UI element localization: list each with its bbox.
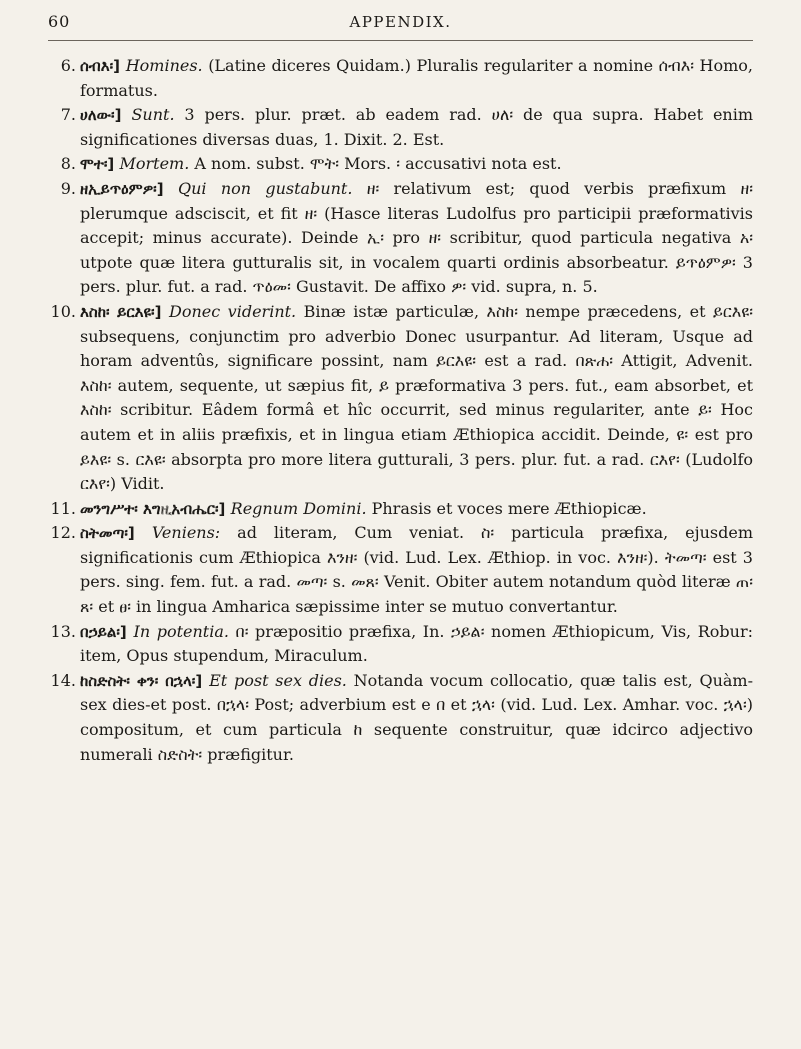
entry-number: 11. — [50, 498, 76, 518]
entry-text: (Latine diceres Quidam.) Pluralis regulariter a nomine ሰብእ፡ Homo, formatus. — [80, 56, 754, 100]
entry-text: A nom. subst. ሞት፡ Mors. ፡ accusativi nota est. — [194, 154, 562, 174]
entry-13 — [48, 620, 753, 669]
ethiopic-lemma: ሀለው፡] — [80, 106, 132, 125]
entry-number: 6. — [60, 56, 76, 75]
entry-8 — [48, 152, 753, 177]
entry-7 — [48, 103, 753, 152]
ethiopic-lemma: ሞተ፡] — [80, 155, 120, 174]
entry-12 — [48, 521, 753, 619]
ethiopic-lemma: ስትመጣ፡] — [80, 524, 152, 543]
entry-text: ዘ፡ relativum est; quod verbis præfixum ዘ፡ plerumque adsciscit, et fit ዘ፡ (Hasce literas Ludolfus pro participii præformativis accepit; minus accurate). Deinde ኢ፡ pro ዘ፡ scribitur, quod particula negativa አ፡ utpote quæ litera gutturalis sit, in vocalem quarti ordinis absorbeatur. ይጥዕምዎ፡ 3 pers. plur. fut. a rad. ጥዕመ፡ Gustavit. De affixo ዎ፡ vid. supra, n. 5. — [80, 178, 753, 297]
entry-text: Notanda vocum collocatio, quæ talis est, Quàm-sex dies-et post. በኋላ፡ Post; adverbium est e በ et ኋላ፡ (vid. Lud. Lex. Amhar. voc. ኋላ፡) compositum, et cum particula ከ sequente construitur, quæ idcirco adjectivo numerali ስድስት፡ præfigitur. — [80, 670, 754, 764]
latin-gloss: Mortem. — [119, 154, 195, 174]
latin-gloss: Qui non gustabunt. — [178, 178, 367, 198]
ethiopic-lemma: መንግሥተ፡ እግዚአብሔር፡] — [80, 499, 231, 518]
entry-number: 10. — [50, 301, 76, 321]
entry-number: 9. — [60, 178, 76, 198]
entry-text: 3 pers. plur. præt. ab eadem rad. ሀለ፡ de qua supra. Habet enim significationes diversas duas, 1. Dixit. 2. Est. — [80, 105, 754, 149]
entry-text: Binæ istæ particulæ, እስከ፡ nempe præcedens, et ይርእዩ፡ subsequens, conjunctim pro adverbio Donec usurpantur. Ad literam, Usque ad horam adventûs, significare possint, nam ይርእዩ፡ est a rad. በጽሐ፡ Attigit, Advenit. እስከ፡ autem, sequente, ut sæpius fit, ይ præformativa 3 pers. fut., eam absorbet, et እስከ፡ scribitur. Eâdem formâ et hîc occurrit, sed minus regulariter, ante ይ፡ Hoc autem et in aliis præfixis, et in lingua etiam Æthiopica accidit. Deinde, ዩ፡ est pro ይእዩ፡ s. ርእዩ፡ absorpta pro more litera gutturali, 3 pers. plur. fut. a rad. ርእየ፡ (Ludolfo ርእየ፡) Vidit. — [80, 301, 753, 494]
entry-text: Phrasis et voces mere Æthiopicæ. — [371, 498, 647, 518]
entry-number: 7. — [60, 105, 76, 125]
latin-gloss: Sunt. — [131, 105, 185, 125]
running-title: APPENDIX. — [349, 13, 452, 31]
page-header — [48, 6, 753, 41]
entry-number: 12. — [50, 523, 76, 543]
latin-gloss: In potentia. — [133, 621, 236, 641]
latin-gloss: Et post sex dies. — [209, 670, 354, 690]
entry-6 — [48, 54, 753, 103]
ethiopic-lemma: ዘኢይጥዕምዎ፡] — [80, 179, 178, 198]
entry-number: 8. — [60, 154, 76, 174]
entry-14 — [48, 669, 753, 767]
latin-gloss: Homines. — [125, 56, 209, 75]
appendix-entries — [48, 54, 753, 767]
entry-number: 13. — [50, 621, 76, 641]
page-number: 60 — [48, 12, 71, 31]
ethiopic-lemma: ሰብእ፡] — [80, 57, 126, 75]
latin-gloss: Veniens: — [151, 523, 238, 543]
entry-9 — [48, 177, 753, 300]
ethiopic-lemma: እስከ፡ ይርእዩ፡] — [80, 302, 170, 321]
entry-number: 14. — [50, 670, 76, 690]
entry-text: በ፡ præpositio præfixa, In. ኃይል፡ nomen Æthiopicum, Vis, Robur: item, Opus stupendum, Miraculum. — [80, 621, 753, 666]
entry-10 — [48, 300, 753, 497]
latin-gloss: Donec viderint. — [169, 301, 304, 321]
ethiopic-lemma: ከስድስት፡ ቀን፡ በኋላ፡] — [80, 671, 210, 690]
entry-text: ad literam, Cum veniat. ስ፡ particula præfixa, ejusdem significationis cum Æthiopica እንዘ፡ (vid. Lud. Lex. Æthiop. in voc. እንዘ፡). ትመጣ፡ est 3 pers. sing. fem. fut. a rad. መጣ፡ s. መጸ፡ Venit. Obiter autem notandum quòd literæ ጠ፡ ጸ፡ et ፀ፡ in lingua Amharica sæpissime inter se mutuo convertantur. — [80, 523, 754, 617]
latin-gloss: Regnum Domini. — [230, 498, 372, 518]
ethiopic-lemma: በኃይል፡] — [80, 622, 134, 641]
entry-11 — [48, 497, 753, 522]
